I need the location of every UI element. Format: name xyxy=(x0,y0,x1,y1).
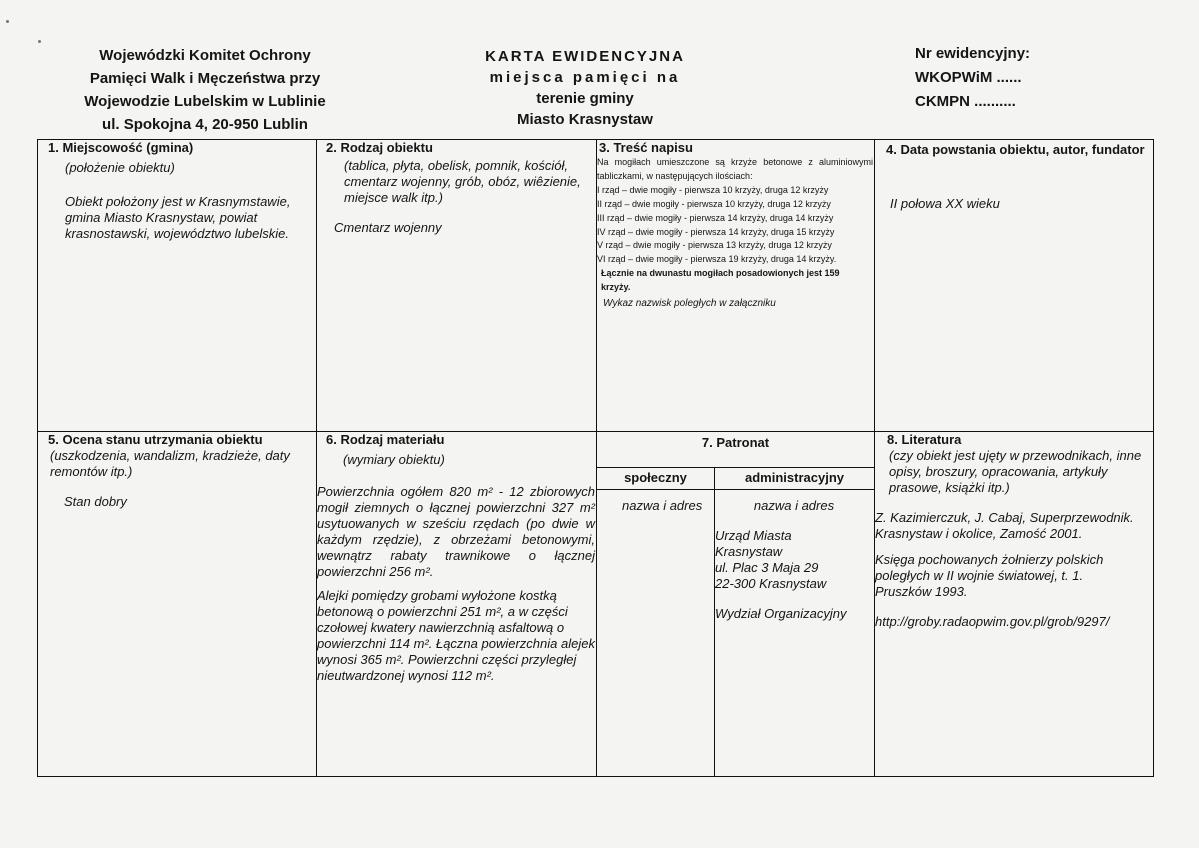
cell-literature xyxy=(875,432,1152,772)
reg-wkopwim: WKOPWiM ...... xyxy=(915,69,1022,86)
table-border-right xyxy=(1153,139,1154,777)
scan-speck xyxy=(6,20,9,23)
cell-inscription xyxy=(597,140,873,430)
scan-speck xyxy=(38,40,41,43)
patronat-header-line xyxy=(596,467,874,468)
object-type-subtitle: (tablica, płyta, obelisk, pomnik, kościół, cmentarz wojenny, grób, obóz, wiêzienie, miejsce walk itp.) xyxy=(344,158,581,205)
patronage-admin-cell xyxy=(715,498,873,774)
condition-subtitle: (uszkodzenia, wandalizm, kradzieże, daty remontów itp.) xyxy=(50,448,290,479)
material-alleys: Alejki pomiędzy grobami wyłożone kostką betonową o powierzchni 251 m², a w części czołowej kwatery nawierzchnią asfaltową o powierzchni 114 m². Łączna powierzchnia alejek wynosi 365 m². Powierzchni części przyległej nieutwardzonej wynosi 112 m². xyxy=(317,588,595,683)
institution-address: ul. Spokojna 4, 20-950 Lublin xyxy=(102,116,308,133)
inscription-title: 3. Treść napisu xyxy=(599,140,693,155)
inscription-row-2: II rząd – dwie mogiły - pierwsza 10 krzyży, druga 12 krzyży xyxy=(597,198,831,209)
reg-label: Nr ewidencyjny: xyxy=(915,45,1031,62)
admin-address-line-2: Krasnystaw xyxy=(715,544,783,559)
title-line-2: miejsca pamięci na xyxy=(489,69,681,86)
patronat-subheader-line xyxy=(596,489,874,490)
institution-header xyxy=(40,44,370,136)
literature-ref-1: Z. Kazimierczuk, J. Cabaj, Superprzewodnik. Krasnystaw i okolice, Zamość 2001. xyxy=(875,510,1134,541)
patronage-social-cell xyxy=(622,498,707,538)
patronage-col-admin xyxy=(715,470,874,488)
admin-department: Wydział Organizacyjny xyxy=(715,606,847,621)
cell-object-type xyxy=(326,140,592,430)
title-line-3: terenie gminy xyxy=(536,90,634,107)
literature-title: 8. Literatura xyxy=(887,432,962,447)
reg-ckmpn: CKMPN .......... xyxy=(915,93,1016,110)
inscription-row-6: VI rząd – dwie mogiły - pierwsza 19 krzyży, druga 14 krzyży. xyxy=(597,254,837,265)
cell-condition xyxy=(48,432,312,772)
title-line-4: Miasto Krasnystaw xyxy=(517,111,653,128)
cell-location xyxy=(48,140,310,430)
registration-number xyxy=(915,42,1115,114)
patronage-admin-label: administracyjny xyxy=(745,470,844,485)
condition-value: Stan dobry xyxy=(64,494,127,509)
location-title: 1. Miejscowość (gmina) xyxy=(48,140,194,155)
patronage-title: 7. Patronat xyxy=(701,435,770,450)
cell-material xyxy=(317,432,596,772)
material-title: 6. Rodzaj materiału xyxy=(326,432,445,447)
literature-ref-2: Księga pochowanych żołnierzy polskich poległych w II wojnie światowej, t. 1. Pruszków 1993. xyxy=(875,552,1104,599)
object-type-value: Cmentarz wojenny xyxy=(334,220,442,235)
institution-line-1: Wojewódzki Komitet Ochrony xyxy=(99,47,311,64)
title-line-1: KARTA EWIDENCYJNA xyxy=(485,48,685,65)
inscription-total: Łącznie na dwunastu mogiłach posadowionych jest 159 krzyży. xyxy=(601,268,840,293)
cell-creation-date xyxy=(886,142,1148,430)
institution-line-3: Wojewodzie Lubelskim w Lublinie xyxy=(84,93,326,110)
inscription-row-1: I rząd – dwie mogiły - pierwsza 10 krzyży, druga 12 krzyży xyxy=(597,184,829,195)
creation-date-value: II połowa XX wieku xyxy=(890,196,1000,211)
patronage-social-value: nazwa i adres xyxy=(622,498,703,513)
literature-subtitle: (czy obiekt jest ujęty w przewodnikach, inne opisy, broszury, opracowania, artykuły prasowe, książki itp.) xyxy=(889,448,1142,495)
institution-line-2: Pamięci Walk i Męczeństwa przy xyxy=(89,70,321,87)
admin-address-line-3: ul. Plac 3 Maja 29 xyxy=(715,560,819,575)
patronage-admin-value: nazwa i adres xyxy=(753,498,835,513)
literature-url[interactable]: http://groby.radaopwim.gov.pl/grob/9297/ xyxy=(875,614,1110,629)
inscription-intro: Na mogiłach umieszczone są krzyże betonowe z aluminiowymi tabliczkami, w następujących ilościach: xyxy=(597,157,873,181)
location-value: Obiekt położony jest w Krasnymstawie, gmina Miasto Krasnystaw, powiat krasnostawski, województwo lubelskie. xyxy=(65,194,291,241)
location-subtitle: (położenie obiektu) xyxy=(65,160,175,175)
material-surface: Powierzchnia ogółem 820 m² - 12 zbiorowych mogił ziemnych o łącznej powierzchni 327 m² usytuowanych w sześciu rzędach (po dwie w każdym rzędzie), z obrzeżami betonowymi, wewnątrz rabaty trawnikowe o łącznej powierzchni 256 m². xyxy=(317,484,595,579)
creation-date-title: 4. Data powstania obiektu, autor, fundator xyxy=(886,142,1145,157)
table-border-left xyxy=(37,139,38,777)
cell-patronage-header xyxy=(597,432,874,466)
inscription-row-5: V rząd – dwie mogiły - pierwsza 13 krzyży, druga 12 krzyży xyxy=(597,240,832,251)
patronage-col-social xyxy=(597,470,714,488)
material-subtitle: (wymiary obiektu) xyxy=(343,452,445,467)
inscription-row-4: IV rząd – dwie mogiły - pierwsza 14 krzyży, druga 15 krzyży xyxy=(597,226,835,237)
object-type-title: 2. Rodzaj obiektu xyxy=(326,140,433,155)
admin-address-line-4: 22-300 Krasnystaw xyxy=(715,576,827,591)
inscription-row-3: III rząd – dwie mogiły - pierwsza 14 krzyży, druga 14 krzyży xyxy=(597,212,834,223)
document-title xyxy=(440,46,730,130)
patronage-social-label: społeczny xyxy=(624,470,687,485)
inscription-note: Wykaz nazwisk poległych w załączniku xyxy=(603,298,776,310)
condition-title: 5. Ocena stanu utrzymania obiektu xyxy=(48,432,263,447)
admin-address-line-1: Urząd Miasta xyxy=(715,528,792,543)
